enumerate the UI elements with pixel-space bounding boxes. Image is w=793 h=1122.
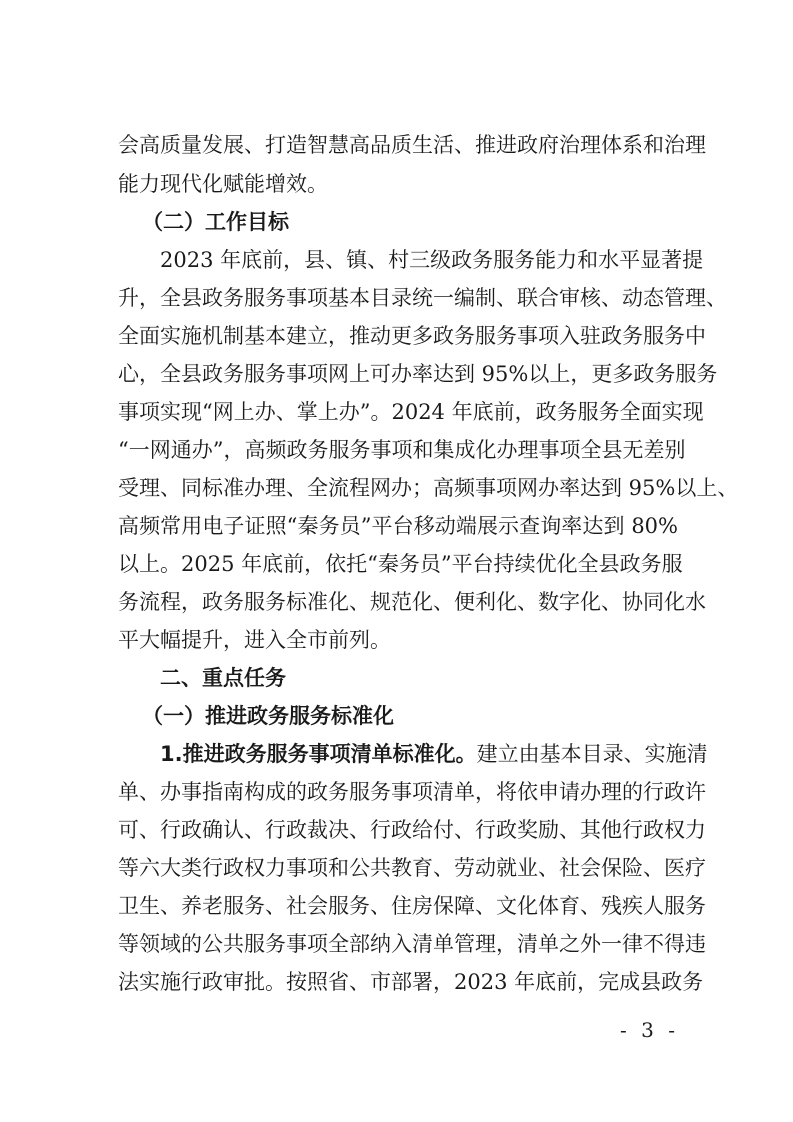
page-number: - 3 - bbox=[620, 1018, 679, 1042]
paragraph-line: 高频常用电子证照“秦务员”平台移动端展示查询率达到 80% bbox=[118, 514, 678, 538]
paragraph-line: 平大幅提升，进入全市前列。 bbox=[118, 628, 391, 652]
paragraph-line: 等六大类行政权力事项和公共教育、劳动就业、社会保险、医疗 bbox=[118, 856, 706, 880]
paragraph-line: 受理、同标准办理、全流程网办；高频事项网办率达到 95%以上、 bbox=[118, 476, 739, 500]
section-heading-key-tasks: 二、重点任务 bbox=[160, 666, 286, 690]
paragraph-line: 法实施行政审批。按照省、市部署，2023 年底前，完成县政务 bbox=[118, 970, 704, 994]
subsection-heading-standardization: （一）推进政务服务标准化 bbox=[142, 704, 394, 728]
paragraph-line: 单、办事指南构成的政务服务事项清单，将依申请办理的行政许 bbox=[118, 780, 706, 804]
paragraph-line: 2023 年底前，县、镇、村三级政务服务能力和水平显著提 bbox=[160, 248, 704, 272]
paragraph-line: 事项实现“网上办、掌上办”。2024 年底前，政务服务全面实现 bbox=[118, 400, 704, 424]
paragraph-line: 全面实施机制基本建立，推动更多政务服务事项入驻政务服务中 bbox=[118, 324, 706, 348]
paragraph-line: 以上。2025 年底前，依托“秦务员”平台持续优化全县政务服 bbox=[118, 552, 683, 576]
paragraph-line: 心，全县政务服务事项网上可办率达到 95%以上，更多政务服务 bbox=[118, 362, 718, 386]
paragraph-line: 可、行政确认、行政裁决、行政给付、行政奖励、其他行政权力 bbox=[118, 818, 706, 842]
paragraph-line: 务流程，政务服务标准化、规范化、便利化、数字化、协同化水 bbox=[118, 590, 706, 614]
section-heading-work-goals: （二）工作目标 bbox=[142, 210, 289, 234]
paragraph-line: 升，全县政务服务事项基本目录统一编制、联合审核、动态管理、 bbox=[118, 286, 727, 310]
paragraph-lead-line bbox=[160, 740, 708, 768]
item-lead-bold: 1.推进政务服务事项清单标准化。 bbox=[160, 742, 477, 766]
item-lead-rest: 建立由基本目录、实施清 bbox=[476, 742, 708, 766]
paragraph-line: 会高质量发展、打造智慧高品质生活、推进政府治理体系和治理 bbox=[118, 133, 706, 157]
paragraph-line: 能力现代化赋能增效。 bbox=[118, 172, 328, 196]
paragraph-line: 卫生、养老服务、社会服务、住房保障、文化体育、残疾人服务 bbox=[118, 894, 706, 918]
paragraph-line: “一网通办”，高频政务服务事项和集成化办理事项全县无差别 bbox=[118, 438, 686, 462]
paragraph-line: 等领域的公共服务事项全部纳入清单管理，清单之外一律不得违 bbox=[118, 932, 706, 956]
